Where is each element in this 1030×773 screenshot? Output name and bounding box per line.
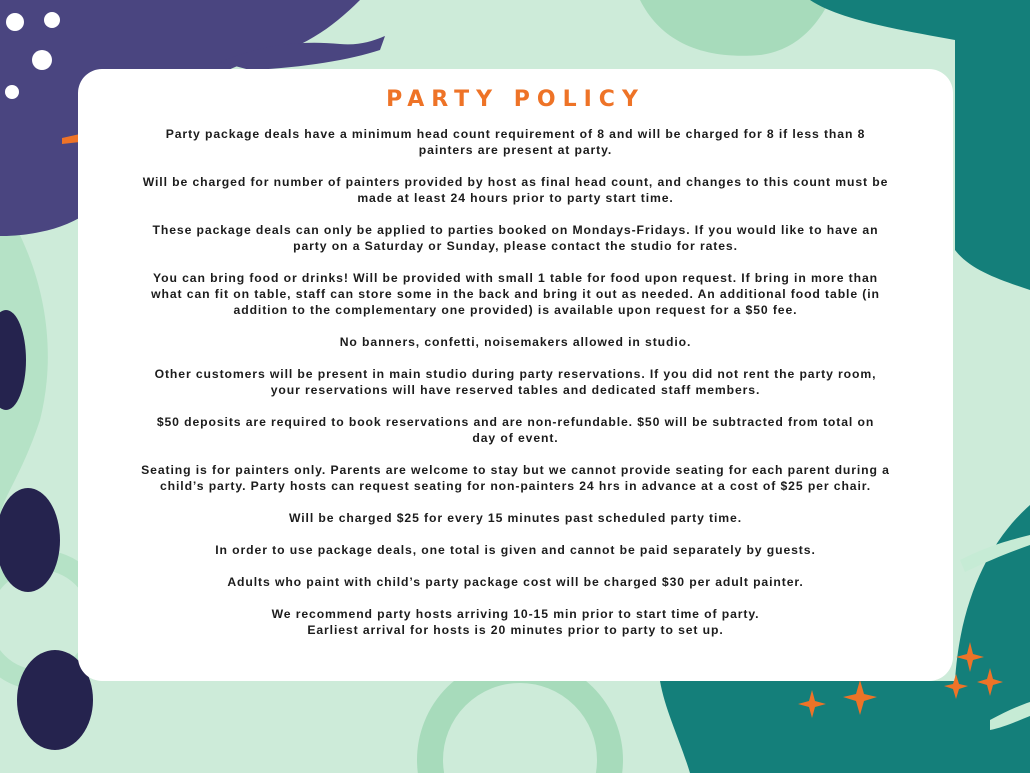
policy-item <box>106 414 925 446</box>
policy-line: No banners, confetti, noisemakers allowed in studio. <box>339 335 692 349</box>
policy-item <box>106 270 925 318</box>
policy-item <box>106 542 925 558</box>
white-dot <box>6 13 24 31</box>
policy-list <box>106 126 925 638</box>
policy-card <box>78 69 953 681</box>
policy-item <box>106 462 925 494</box>
policy-line: what can fit on table, staff can store some in the back and bring it out as needed. An additional food table (in <box>151 287 880 301</box>
white-dot <box>5 85 19 99</box>
navy-blob <box>0 488 60 592</box>
policy-line: Other customers will be present in main studio during party reservations. If you did not rent the party room, <box>154 367 877 381</box>
policy-line: $50 deposits are required to book reservations and are non-refundable. $50 will be subtracted from total on <box>156 415 875 429</box>
white-dot <box>32 50 52 70</box>
page-title: PARTY POLICY <box>386 87 645 112</box>
policy-item <box>106 510 925 526</box>
policy-line: Party package deals have a minimum head count requirement of 8 and will be charged for 8 if less than 8 <box>165 127 866 141</box>
policy-line: Adults who paint with child’s party package cost will be charged $30 per adult painter. <box>227 575 804 589</box>
policy-line: your reservations will have reserved tables and dedicated staff members. <box>270 383 761 397</box>
policy-item <box>106 574 925 590</box>
policy-line: Will be charged $25 for every 15 minutes past scheduled party time. <box>288 511 743 525</box>
policy-item <box>106 334 925 350</box>
policy-line: Will be charged for number of painters provided by host as final head count, and changes to this count must be <box>142 175 889 189</box>
policy-line: These package deals can only be applied to parties booked on Mondays-Fridays. If you would like to have an <box>152 223 879 237</box>
policy-line: Seating is for painters only. Parents are welcome to stay but we cannot provide seating for each parent during a <box>141 463 890 477</box>
policy-item <box>106 606 925 638</box>
policy-line: child’s party. Party hosts can request seating for non-painters 24 hrs in advance at a cost of $25 per chair. <box>159 479 872 493</box>
policy-item <box>106 366 925 398</box>
policy-line: You can bring food or drinks! Will be provided with small 1 table for food upon request. If bring in more than <box>153 271 878 285</box>
policy-line: party on a Saturday or Sunday, please contact the studio for rates. <box>293 239 738 253</box>
policy-item <box>106 222 925 254</box>
mint-swirl-top <box>640 0 830 56</box>
policy-line: day of event. <box>472 431 559 445</box>
policy-line: painters are present at party. <box>418 143 613 157</box>
policy-item <box>106 126 925 158</box>
policy-line: Earliest arrival for hosts is 20 minutes prior to party to set up. <box>307 623 724 637</box>
policy-item <box>106 174 925 206</box>
policy-line: addition to the complementary one provided) is available upon request for a $50 fee. <box>233 303 798 317</box>
policy-line: In order to use package deals, one total is given and cannot be paid separately by guests. <box>215 543 816 557</box>
mint-ring-bottom <box>430 670 610 773</box>
white-dot <box>44 12 60 28</box>
policy-line: We recommend party hosts arriving 10-15 min prior to start time of party. <box>271 607 760 621</box>
policy-line: made at least 24 hours prior to party start time. <box>357 191 674 205</box>
